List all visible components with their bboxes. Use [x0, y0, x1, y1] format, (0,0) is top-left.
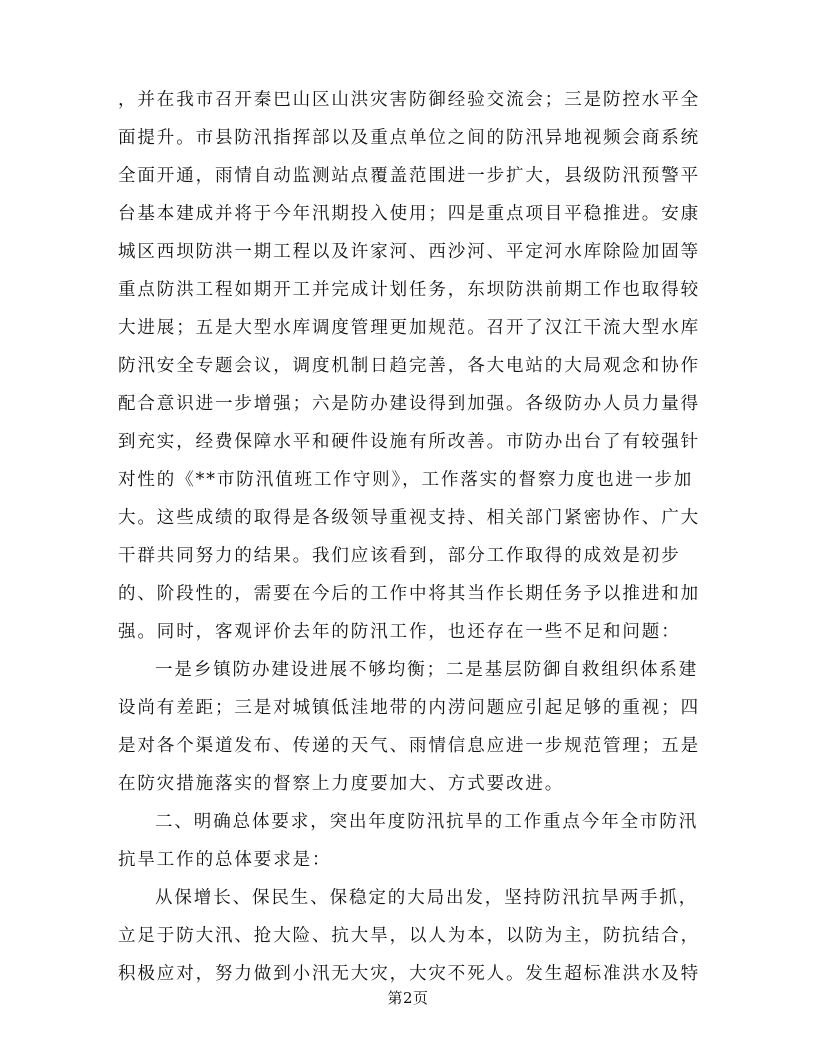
- text-line: 到充实，经费保障水平和硬件设施有所改善。市防办出台了有较强针: [118, 432, 700, 452]
- text-line: 台基本建成并将于今年汛期投入使用；四是重点项目平稳推进。安康: [118, 204, 700, 224]
- text-line: 重点防洪工程如期开工并完成计划任务，东坝防洪前期工作也取得较: [118, 280, 700, 300]
- text-line: 是对各个渠道发布、传递的天气、雨情信息应进一步规范管理；五是: [118, 736, 700, 756]
- text-line: 的、阶段性的，需要在今后的工作中将其当作长期任务予以推进和加: [118, 584, 700, 604]
- text-line: 大。这些成绩的取得是各级领导重视支持、相关部门紧密协作、广大: [118, 508, 700, 528]
- text-line: 面提升。市县防汛指挥部以及重点单位之间的防汛异地视频会商系统: [118, 128, 700, 148]
- text-line: 配合意识进一步增强；六是防办建设得到加强。各级防办人员力量得: [118, 394, 700, 414]
- text-line: 干群共同努力的结果。我们应该看到，部分工作取得的成效是初步: [118, 546, 681, 566]
- text-line: 立足于防大汛、抢大险、抗大旱，以人为本，以防为主，防抗结合，: [118, 926, 700, 946]
- text-line: ，并在我市召开秦巴山区山洪灾害防御经验交流会；三是防控水平全: [118, 90, 700, 110]
- text-line: 强。同时，客观评价去年的防汛工作，也还存在一些不足和问题：: [118, 622, 681, 642]
- text-line: 二、明确总体要求，突出年度防汛抗旱的工作重点今年全市防汛: [155, 812, 699, 832]
- text-line: 设尚有差距；三是对城镇低洼地带的内涝问题应引起足够的重视；四: [118, 698, 700, 718]
- text-line: 防汛安全专题会议，调度机制日趋完善，各大电站的大局观念和协作: [118, 356, 700, 376]
- text-line: 一是乡镇防办建设进展不够均衡；二是基层防御自救组织体系建: [155, 660, 699, 680]
- text-line: 从保增长、保民生、保稳定的大局出发，坚持防汛抗旱两手抓，: [155, 888, 699, 908]
- text-line: 积极应对，努力做到小汛无大灾，大灾不死人。发生超标准洪水及特: [118, 964, 700, 984]
- text-line: 城区西坝防洪一期工程以及许家河、西沙河、平定河水库除险加固等: [118, 242, 700, 262]
- text-line: 抗旱工作的总体要求是：: [118, 850, 332, 870]
- page-number: 第2页: [387, 989, 429, 1007]
- text-line: 对性的《**市防汛值班工作守则》，工作落实的督察力度也进一步加: [118, 470, 694, 490]
- text-line: 大进展；五是大型水库调度管理更加规范。召开了汉江干流大型水库: [118, 318, 700, 338]
- text-line: 全面开通，雨情自动监测站点覆盖范围进一步扩大，县级防汛预警平: [118, 166, 700, 186]
- text-line: 在防灾措施落实的督察上力度要加大、方式要改进。: [118, 774, 565, 794]
